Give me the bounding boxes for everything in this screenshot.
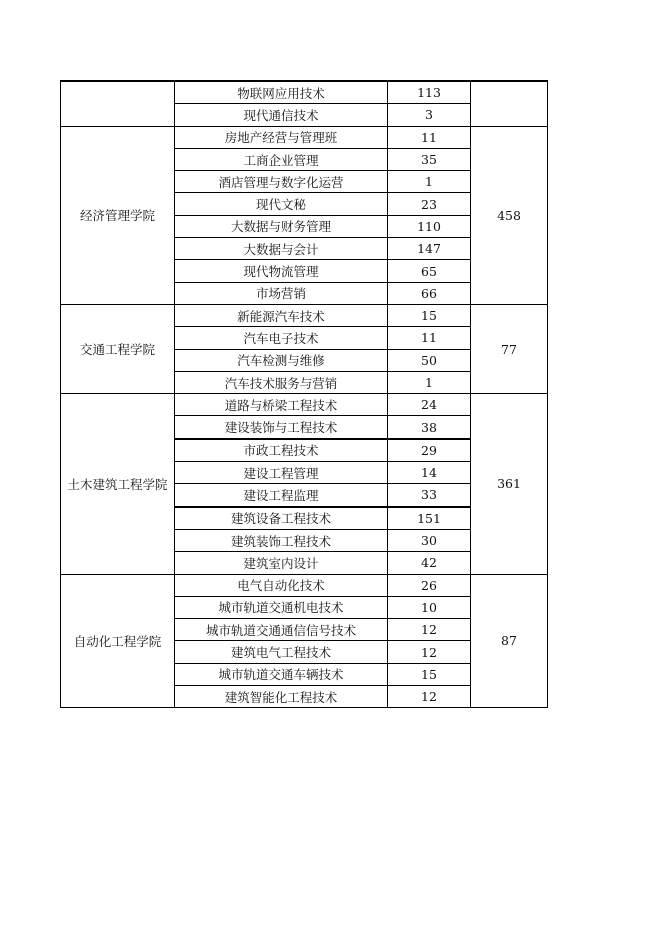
major-name: 汽车电子技术: [175, 327, 388, 349]
major-name: 市政工程技术: [175, 439, 388, 462]
major-name: 物联网应用技术: [175, 81, 388, 104]
major-name: 建筑电气工程技术: [175, 641, 388, 663]
major-name: 建设工程监理: [175, 484, 388, 507]
major-count: 24: [388, 394, 471, 416]
major-name: 电气自动化技术: [175, 574, 388, 596]
major-name: 汽车检测与维修: [175, 349, 388, 371]
major-count: 113: [388, 81, 471, 104]
major-count: 11: [388, 126, 471, 148]
major-count: 23: [388, 193, 471, 215]
major-count: 15: [388, 663, 471, 685]
major-count: 110: [388, 215, 471, 237]
major-name: 建筑装饰工程技术: [175, 529, 388, 551]
college-name: 自动化工程学院: [61, 574, 175, 708]
major-count: 26: [388, 574, 471, 596]
major-count: 1: [388, 371, 471, 393]
major-count: 29: [388, 439, 471, 462]
major-name: 建设工程管理: [175, 462, 388, 484]
major-count: 151: [388, 507, 471, 530]
table-row: [61, 304, 548, 326]
major-name: 城市轨道交通机电技术: [175, 596, 388, 618]
major-count: 147: [388, 238, 471, 260]
table-row: [61, 81, 548, 104]
college-total: 458: [471, 126, 548, 304]
major-count: 12: [388, 641, 471, 663]
college-name: 土木建筑工程学院: [61, 394, 175, 574]
major-count: 35: [388, 148, 471, 170]
table-row: [61, 394, 548, 416]
major-name: 城市轨道交通车辆技术: [175, 663, 388, 685]
major-count: 12: [388, 619, 471, 641]
major-count: 12: [388, 686, 471, 708]
major-name: 建筑智能化工程技术: [175, 686, 388, 708]
major-count: 65: [388, 260, 471, 282]
major-name: 汽车技术服务与营销: [175, 371, 388, 393]
enrollment-table: [60, 80, 548, 708]
major-name: 道路与桥梁工程技术: [175, 394, 388, 416]
major-count: 14: [388, 462, 471, 484]
major-count: 1: [388, 171, 471, 193]
major-count: 10: [388, 596, 471, 618]
college-total: 361: [471, 394, 548, 574]
major-count: 66: [388, 282, 471, 304]
major-name: 工商企业管理: [175, 148, 388, 170]
major-name: 建筑设备工程技术: [175, 507, 388, 530]
major-name: 市场营销: [175, 282, 388, 304]
major-name: 大数据与会计: [175, 238, 388, 260]
major-name: 新能源汽车技术: [175, 304, 388, 326]
major-name: 现代通信技术: [175, 104, 388, 126]
major-count: 15: [388, 304, 471, 326]
major-count: 33: [388, 484, 471, 507]
college-name: [61, 81, 175, 126]
major-name: 房地产经营与管理班: [175, 126, 388, 148]
major-name: 现代文秘: [175, 193, 388, 215]
major-name: 大数据与财务管理: [175, 215, 388, 237]
major-name: 酒店管理与数字化运营: [175, 171, 388, 193]
table-row: [61, 574, 548, 596]
major-count: 38: [388, 416, 471, 439]
major-name: 建设装饰与工程技术: [175, 416, 388, 439]
major-count: 42: [388, 552, 471, 574]
college-name: 交通工程学院: [61, 304, 175, 393]
table-body: [61, 81, 548, 708]
college-name: 经济管理学院: [61, 126, 175, 304]
college-total: [471, 81, 548, 126]
major-name: 现代物流管理: [175, 260, 388, 282]
table-row: [61, 126, 548, 148]
major-count: 50: [388, 349, 471, 371]
college-total: 87: [471, 574, 548, 708]
major-count: 30: [388, 529, 471, 551]
major-count: 3: [388, 104, 471, 126]
major-count: 11: [388, 327, 471, 349]
college-total: 77: [471, 304, 548, 393]
major-name: 建筑室内设计: [175, 552, 388, 574]
major-name: 城市轨道交通通信信号技术: [175, 619, 388, 641]
